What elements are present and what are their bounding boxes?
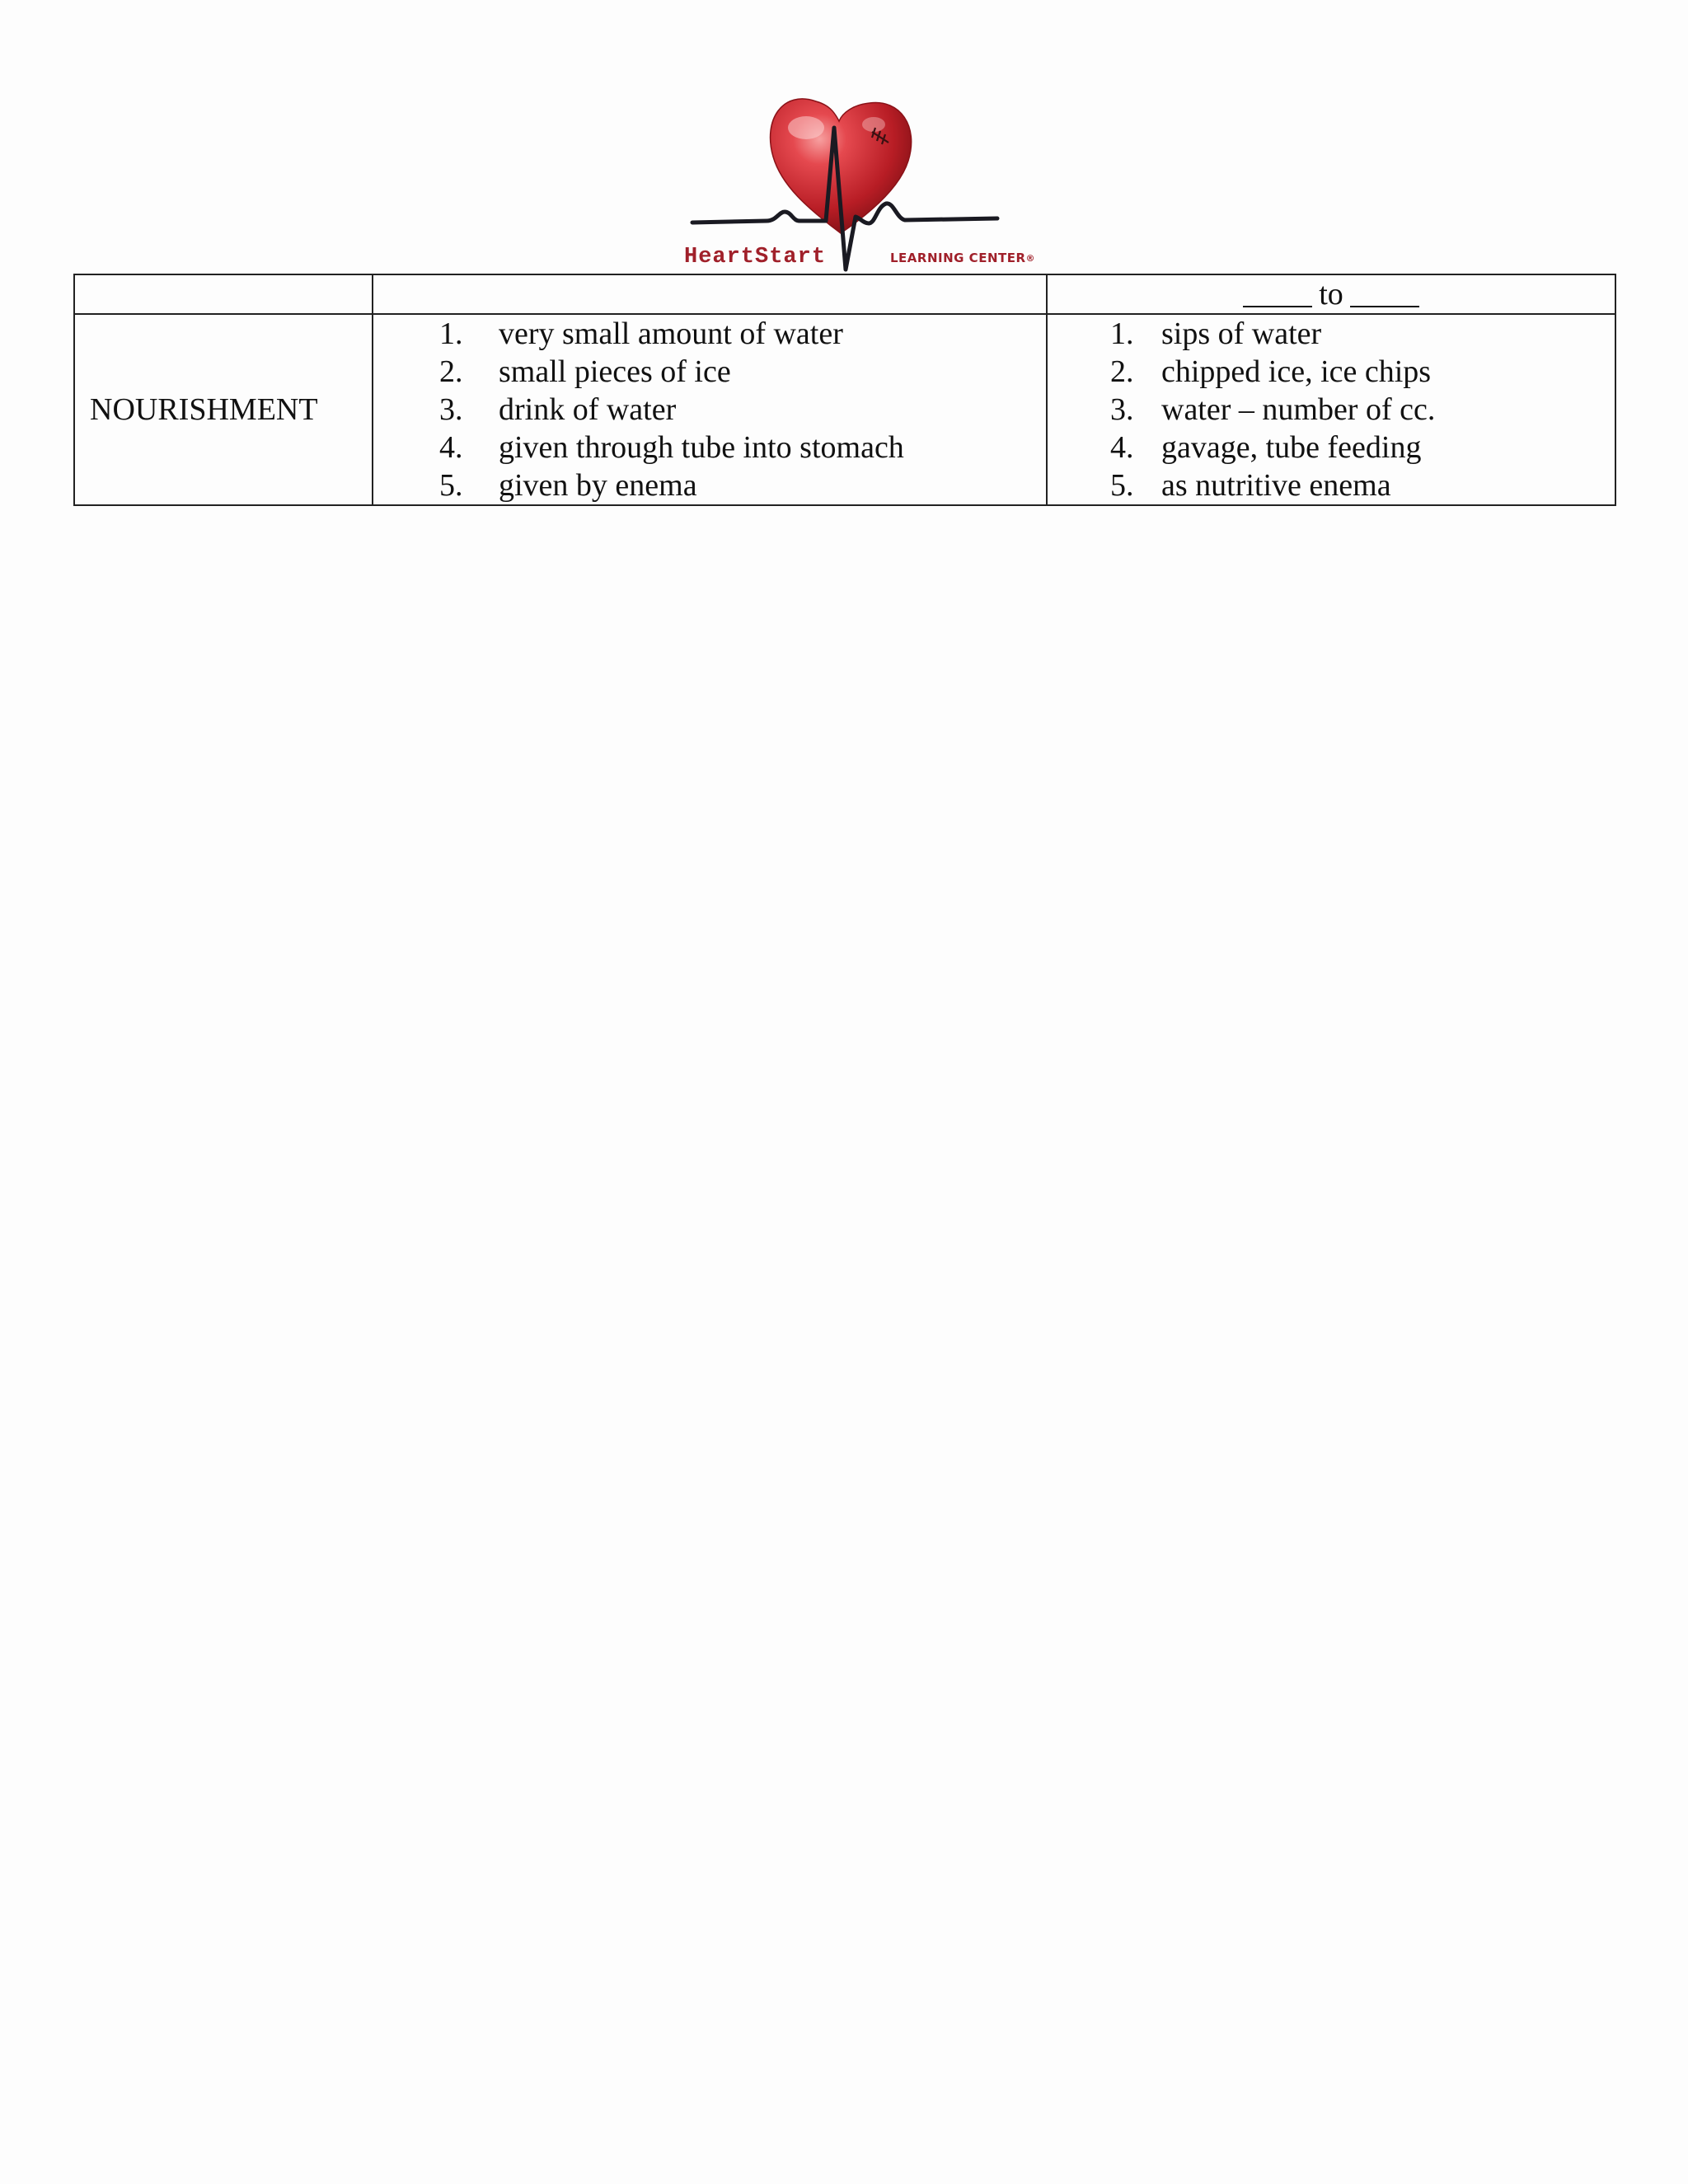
item-text: as nutritive enema: [1161, 468, 1391, 503]
item-number: 5.: [439, 468, 463, 503]
item-text: chipped ice, ice chips: [1161, 354, 1432, 389]
meaning-list: [373, 315, 1046, 504]
header-row: [74, 274, 1615, 314]
list-item: [373, 353, 1046, 391]
item-text: gavage, tube feeding: [1161, 430, 1422, 465]
item-number: 4.: [439, 430, 463, 465]
item-number: 4.: [1110, 430, 1134, 465]
list-item: [373, 391, 1046, 429]
item-number: 3.: [1110, 392, 1134, 427]
list-item: [373, 466, 1046, 504]
term-list: [1048, 315, 1615, 504]
heartstart-logo: [684, 95, 1036, 278]
fill-in-blank-right: [1350, 276, 1419, 307]
row-label: NOURISHMENT: [74, 314, 373, 505]
table-row: [74, 314, 1615, 505]
logo-subtitle-text: LEARNING CENTER: [890, 251, 1026, 265]
term-cell: [1047, 314, 1615, 505]
header-cell-1: [74, 274, 373, 314]
item-text: very small amount of water: [499, 316, 843, 351]
item-text: water – number of cc.: [1161, 392, 1436, 427]
list-item: [373, 315, 1046, 353]
list-item: [1048, 429, 1615, 466]
item-number: 3.: [439, 392, 463, 427]
header-cell-to: [1047, 274, 1615, 314]
heart-highlight: [788, 116, 824, 139]
item-text: small pieces of ice: [499, 354, 731, 389]
terminology-table: [73, 274, 1616, 506]
header-to-word: to: [1319, 277, 1343, 312]
item-number: 1.: [1110, 316, 1134, 351]
list-item: [1048, 315, 1615, 353]
fill-in-blank-left: [1243, 276, 1312, 307]
item-text: sips of water: [1161, 316, 1322, 351]
list-item: [373, 429, 1046, 466]
list-item: [1048, 466, 1615, 504]
item-number: 2.: [439, 354, 463, 389]
header-cell-2: [373, 274, 1047, 314]
meaning-cell: [373, 314, 1047, 505]
registered-mark: ®: [1025, 253, 1036, 264]
item-text: given through tube into stomach: [499, 430, 904, 465]
item-number: 5.: [1110, 468, 1134, 503]
logo-brand-text: HeartStart: [684, 245, 827, 269]
list-item: [1048, 353, 1615, 391]
item-text: given by enema: [499, 468, 697, 503]
item-number: 1.: [439, 316, 463, 351]
item-text: drink of water: [499, 392, 677, 427]
list-item: [1048, 391, 1615, 429]
logo-subtitle: [890, 252, 1035, 265]
item-number: 2.: [1110, 354, 1134, 389]
